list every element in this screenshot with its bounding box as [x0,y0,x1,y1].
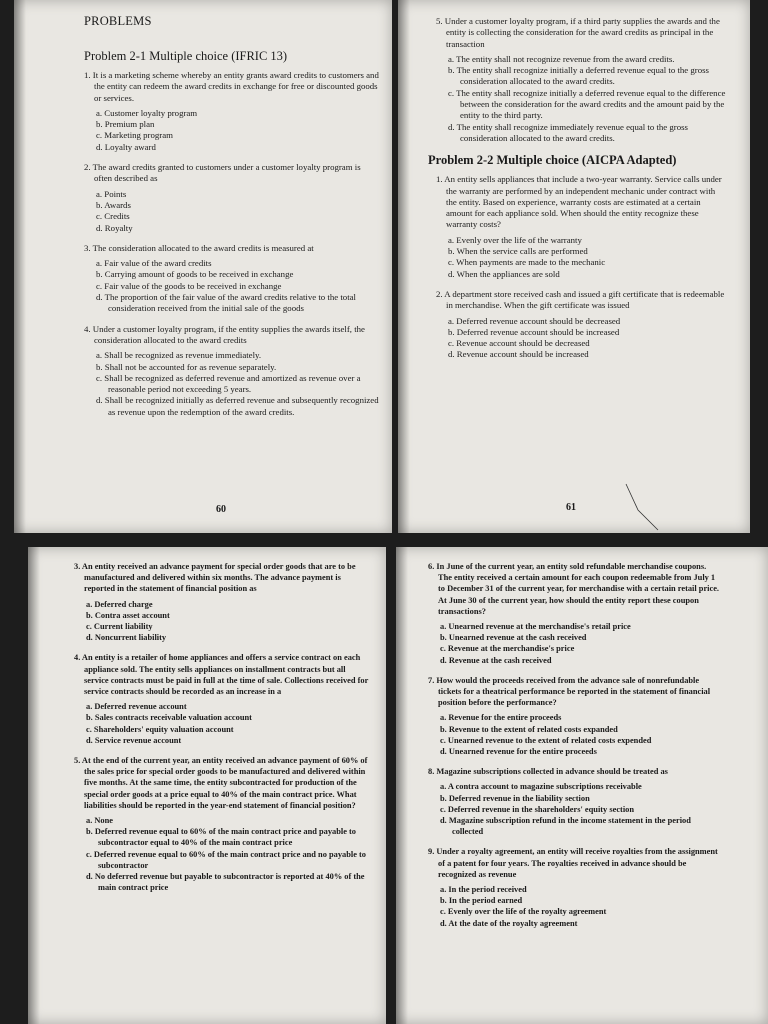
option: c. Deferred revenue in the shareholders' equity section [440,804,634,814]
option: c. Current liability [86,622,153,632]
option: d. Noncurrent liability [86,633,167,643]
page-number: 61 [566,502,576,513]
option: d. Service revenue account [86,735,182,745]
option: b. Deferred revenue equal to 60% of the main contract price and payable to subcontractor equal to 40% of the main contract price [86,827,356,848]
question-item [428,846,720,928]
page-60-content [84,14,380,427]
option: c. Fair value of the goods to be received in exchange [96,280,282,291]
option: a. The entity shall not recognize revenue from the award credits. [448,53,675,64]
page-bottom-right-content [428,561,720,938]
option: c. Unearned revenue to the extent of related costs expended [440,735,652,745]
option: b. Unearned revenue at the cash received [440,633,587,643]
option: c. The entity shall recognize initially a deferred revenue equal to the difference between the consideration for the award credits and the amount paid by the entity to the third party. [448,87,726,121]
option-list [74,701,372,746]
option-list [428,781,720,837]
problem-2-2-title: Problem 2-2 Multiple choice (AICPA Adapted) [428,153,677,168]
option: c. Shall be recognized as deferred revenue and amortized as revenue over a reasonable period not exceeding 5 years. [96,372,361,395]
option: b. Deferred revenue account should be increased [448,326,620,337]
question-stem: 4. An entity is a retailer of home appliances and offers a service contract on each appliance sold. The entity sells appliances on installment contracts but all service contracts must be paid in full at the time of sale. Collections received for service contracts should be recorded as an increase in a [74,653,369,697]
option: a. Deferred revenue account should be decreased [448,315,621,326]
question-stem: 5. At the end of the current year, an entity received an advance payment of 60% of the sales price for special order goods to be manufactured and delivered within five months. At the same time, the entity subcontracted for production of the special order goods at a price equal to 40% of the main contract price. What liabilities should be reported in the year-end statement of financial position? [74,756,368,810]
question-stem: 2. The award credits granted to customers under a customer loyalty program is often described as [84,162,361,184]
option: c. Evenly over the life of the royalty agreement [440,907,607,917]
question-stem: 2. A department store received cash and issued a gift certificate that is redeemable in merchandise. When the gift certificate was issued [436,288,725,311]
question-item [84,324,380,418]
option: d. No deferred revenue but payable to subcontractor is reported at 40% of the main contract price [86,872,365,893]
option: a. Evenly over the life of the warranty [448,234,582,245]
option: a. Shall be recognized as revenue immediately. [96,350,262,361]
question-item [74,652,372,746]
problems-heading: PROBLEMS [84,14,152,28]
option-list [84,258,380,314]
page-bottom-left-content [74,561,372,902]
question-item [436,16,726,144]
page-number: 60 [216,504,226,515]
option: a. Points [96,188,127,199]
option: d. Loyalty award [96,141,156,152]
page-60 [14,0,392,533]
option: a. Deferred charge [86,599,153,609]
option: b. The entity shall recognize initially a deferred revenue equal to the gross consideration allocated to the award credits. [448,65,709,87]
question-stem: 4. Under a customer loyalty program, if the entity supplies the awards itself, the consideration allocated to the award credits [84,323,365,345]
question-stem: 8. Magazine subscriptions collected in advance should be treated as [428,767,668,777]
option: d. Royalty [96,222,133,233]
option-list [436,235,726,280]
question-stem: 3. The consideration allocated to the award credits is measured at [84,242,314,253]
option: c. Revenue at the merchandise's price [440,644,575,654]
question-stem: 7. How would the proceeds received from the advance sale of nonrefundable tickets for a theatrical performance be reported in the statement of financial position before the performance? [428,675,711,708]
option: d. Unearned revenue for the entire proceeds [440,747,597,757]
option: a. Deferred revenue account [86,702,187,712]
option: d. Revenue account should be increased [448,349,589,360]
question-item [84,70,380,153]
page-bottom-left [28,547,386,1024]
option: a. In the period received [440,885,527,895]
option-list [428,712,720,757]
question-stem: 5. Under a customer loyalty program, if a third party supplies the awards and the entity is collecting the consideration for the award credits as principal in the transaction [436,16,720,49]
option: a. Unearned revenue at the merchandise's retail price [440,622,631,632]
page-edge-shadow [398,0,410,533]
option: b. In the period earned [440,896,523,906]
option-list [436,316,726,361]
question-item [74,755,372,893]
option: b. Deferred revenue in the liability section [440,793,590,803]
option: c. Shareholders' equity valuation account [86,724,234,734]
question-stem: 3. An entity received an advance payment for special order goods that are to be manufactured and delivered within six months. The advance payment is reported in the statement of financial position as [74,562,356,594]
page-edge-shadow [14,0,26,533]
option: d. Revenue at the cash received [440,655,552,665]
option: c. Revenue account should be decreased [448,338,590,349]
option: b. Carrying amount of goods to be received in exchange [96,269,294,280]
option: c. Marketing program [96,130,173,141]
option: b. Premium plan [96,119,155,130]
question-stem: 1. An entity sells appliances that include a two-year warranty. Service calls under the warranty are performed by an independent mechanic under contract with the entity. Based on experience, warranty costs are estimated at a certain amount for each appliance sold. When should the entity recognize these warranty costs? [436,174,722,230]
option: a. A contra account to magazine subscriptions receivable [440,782,642,792]
option: a. None [86,816,113,826]
option: d. The proportion of the fair value of the award credits relative to the total consideration received from the initial sale of the goods [96,292,356,314]
option: d. The entity shall recognize immediately revenue equal to the gross consideration allocated to the award credits. [448,121,688,143]
option: a. Customer loyalty program [96,107,198,118]
question-item [436,289,726,361]
option: d. At the date of the royalty agreement [440,918,578,928]
option-list [428,884,720,929]
option: b. When the service calls are performed [448,246,588,257]
question-item [84,243,380,315]
question-stem: 9. Under a royalty agreement, an entity will receive royalties from the assignment of a patent for four years. The royalties received in advance should be recognized as revenue [428,847,718,879]
option: d. When the appliances are sold [448,268,560,279]
question-item [428,766,720,837]
option: b. Shall not be accounted for as revenue separately. [96,361,277,372]
option-list [84,189,380,234]
question-item [436,174,726,280]
option-list [84,108,380,153]
option: b. Contra asset account [86,610,170,620]
question-item [84,162,380,234]
option: a. Revenue for the entire proceeds [440,713,562,723]
question-stem: 6. In June of the current year, an entity sold refundable merchandise coupons. The entity received a certain amount for each coupon redeemable from July 1 to December 31 of the current year, for merchandise with a certain retail price. At June 30 of the current year, how should the entity report these coupon transactions? [428,562,720,616]
page-61-content [428,16,726,370]
option: c. Deferred revenue equal to 60% of the main contract price and no payable to subcontractor [86,849,366,870]
option-list [428,621,720,666]
question-item [428,675,720,757]
question-item [428,561,720,666]
option: b. Revenue to the extent of related costs expanded [440,724,618,734]
option: d. Shall be recognized initially as deferred revenue and subsequently recognized as revenue upon the redemption of the award credits. [96,395,379,417]
option: d. Magazine subscription refund in the income statement in the period collected [440,816,691,837]
page-edge-shadow [28,547,40,1024]
option-list [436,54,726,144]
option-list [84,350,380,418]
option: c. Credits [96,211,130,222]
question-item [74,561,372,643]
option-list [74,599,372,644]
pen-mark [624,482,660,532]
option-list [74,815,372,893]
question-stem: 1. It is a marketing scheme whereby an entity grants award credits to customers and the entity can redeem the award credits in exchange for free or discounted goods or services. [84,70,379,103]
page-61 [398,0,750,533]
option: c. When payments are made to the mechanic [448,257,606,268]
page-bottom-right [396,547,768,1024]
option: a. Fair value of the award credits [96,258,212,269]
option: b. Awards [96,199,131,210]
problem-2-1-title: Problem 2-1 Multiple choice (IFRIC 13) [84,49,288,63]
option: b. Sales contracts receivable valuation account [86,713,252,723]
page-edge-shadow [396,547,408,1024]
